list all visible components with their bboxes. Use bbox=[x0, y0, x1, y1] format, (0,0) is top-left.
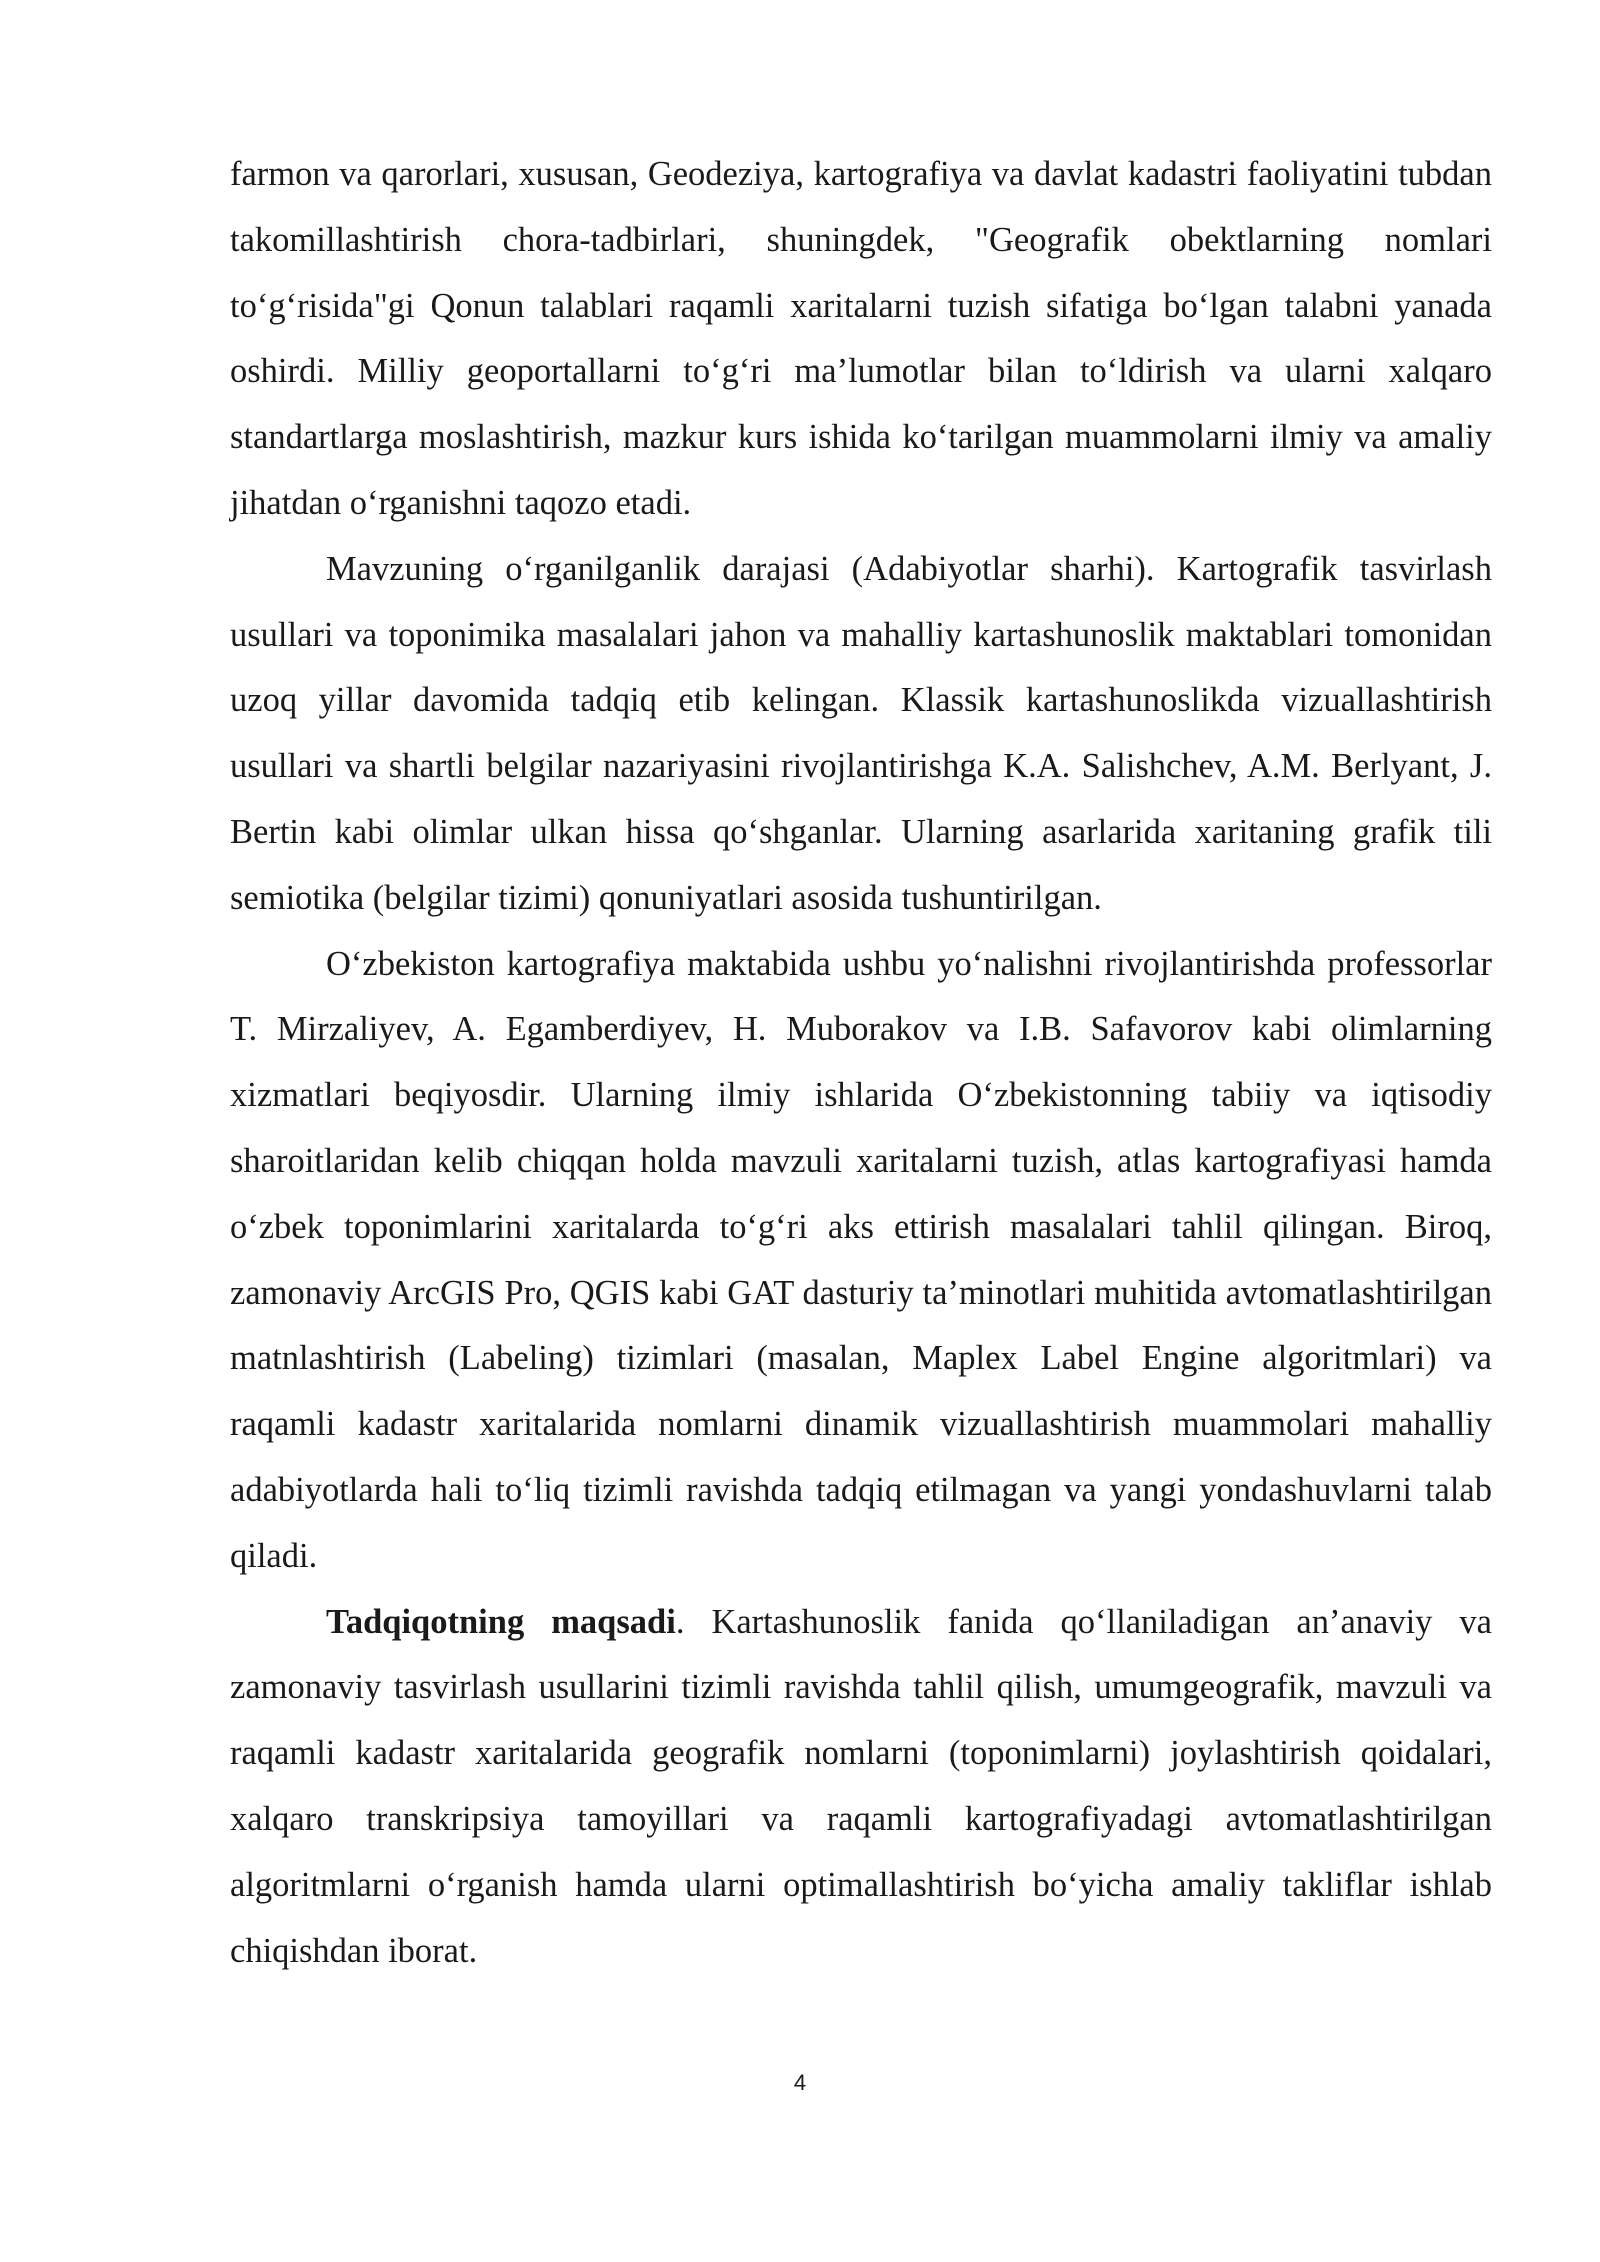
page-number: 4 bbox=[793, 2070, 807, 2095]
paragraph-literature-review: Mavzuning o‘rganilganlik darajasi (Adabiyotlar sharhi). Kartografik tasvirlash usullari va toponimika masalalari jahon va mahalliy kartashunoslik maktablari tomonidan uzoq yillar davomida tadqiq etib kelingan. Klassik kartashunoslikda vizuallashtirish usullari va shartli belgilar nazariyasini rivojlantirishga K.A. Salishchev, A.M. Berlyant, J. Bertin kabi olimlar ulkan hissa qo‘shganlar. Ularning asarlarida xaritaning grafik tili semiotika (belgilar tizimi) qonuniyatlari asosida tushuntirilgan. bbox=[230, 549, 1492, 917]
body-text bbox=[230, 142, 1492, 1984]
paragraph-continuation: farmon va qarorlari, xususan, Geodeziya, kartografiya va davlat kadastri faoliyatini tubdan takomillashtirish chora-tadbirlari, shuningdek, "Geografik obektlarning nomlari to‘g‘risida"gi Qonun talablari raqamli xaritalarni tuzish sifatiga bo‘lgan talabni yanada oshirdi. Milliy geoportallarni to‘g‘ri ma’lumotlar bilan to‘ldirish va ularni xalqaro standartlarga moslashtirish, mazkur kurs ishida ko‘tarilgan muammolarni ilmiy va amaliy jihatdan o‘rganishni taqozo etadi. bbox=[230, 155, 1492, 522]
research-aim-heading: Tadqiqotning maqsadi bbox=[326, 1602, 676, 1641]
paragraph-research-aim bbox=[230, 1590, 1492, 1985]
research-aim-text: . Kartashunoslik fanida qo‘llaniladigan an’anaviy va zamonaviy tasvirlash usullarini tizimli ravishda tahlil qilish, umumgeografik, mavzuli va raqamli kadastr xaritalarida geografik nomlarni (toponimlarni) joylashtirish qoidalari, xalqaro transkripsiya tamoyillari va raqamli kartografiyadagi avtomatlashtirilgan algoritmlarni o‘rganish hamda ularni optimallashtirish bo‘yicha amaliy takliflar ishlab chiqishdan iborat. bbox=[230, 1602, 1492, 1970]
paragraph-uzbek-school: O‘zbekiston kartografiya maktabida ushbu yo‘nalishni rivojlantirishda professorlar T. Mirzaliyev, A. Egamberdiyev, H. Muborakov va I.B. Safavorov kabi olimlarning xizmatlari beqiyosdir. Ularning ilmiy ishlarida O‘zbekistonning tabiiy va iqtisodiy sharoitlaridan kelib chiqqan holda mavzuli xaritalarni tuzish, atlas kartografiyasi hamda o‘zbek toponimlarini xaritalarda to‘g‘ri aks ettirish masalalari tahlil qilingan. Biroq, zamonaviy ArcGIS Pro, QGIS kabi GAT dasturiy ta’minotlari muhitida avtomatlashtirilgan matnlashtirish (Labeling) tizimlari (masalan, Maplex Label Engine algoritmlari) va raqamli kadastr xaritalarida nomlarni dinamik vizuallashtirish muammolari mahalliy adabiyotlarda hali to‘liq tizimli ravishda tadqiq etilmagan va yangi yondashuvlarni talab qiladi. bbox=[230, 944, 1492, 1575]
